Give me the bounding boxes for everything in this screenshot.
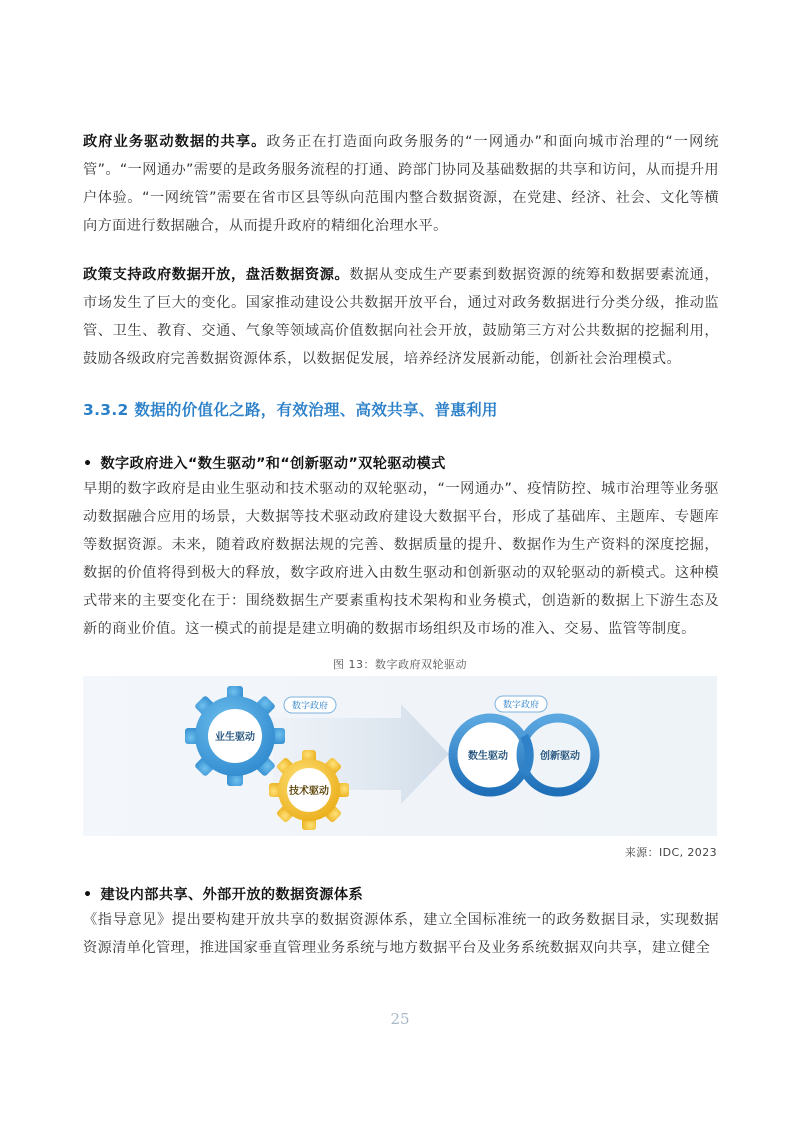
paragraph-body: 数据从变成生产要素到数据资源的统筹和数据要素流通，市场发生了巨大的变化。国家推动建设公共数据开放平台，通过对政务数据进行分类分级，推动监管、卫生、教育、交通、气象等领域高价值数据向社会开放，鼓励第三方对公共数据的挖掘利用，鼓励各级政府完善数据资源体系，以数据促发展，培养经济发展新动能，创新社会治理模式。 <box>83 267 719 367</box>
figure-dual-wheel-drive <box>83 676 717 836</box>
bullet-heading-dual-drive <box>83 453 446 473</box>
paragraph-body: 《指导意见》提出要构建开放共享的数据资源体系，建立全国标准统一的政务数据目录，实现数据资源清单化管理，推进国家垂直管理业务系统与地方数据平台及业务系统数据双向共享，建立健全 <box>83 912 719 956</box>
bullet-heading-text: 数字政府进入“数生驱动”和“创新驱动”双轮驱动模式 <box>100 456 446 472</box>
bullet-dot: • <box>83 456 93 472</box>
page-number: 25 <box>390 1010 410 1028</box>
bullet-heading-data-resource-system <box>83 884 363 904</box>
bullet-dot: • <box>83 887 93 903</box>
paragraph-data-resource-system <box>83 906 719 962</box>
paragraph-dual-drive <box>83 475 719 643</box>
paragraph-lead: 政策支持政府数据开放，盘活数据资源。 <box>83 267 350 283</box>
paragraph-government-data-sharing <box>83 128 719 240</box>
ring-right-label: 创新驱动 <box>540 751 580 762</box>
gear-blue-label: 业生驱动 <box>215 732 255 743</box>
tag-right: 数字政府 <box>502 700 540 711</box>
figure-caption: 图 13：数字政府双轮驱动 <box>333 658 467 671</box>
paragraph-lead: 政府业务驱动数据的共享。 <box>83 134 267 150</box>
section-title: 3.3.2 数据的价值化之路，有效治理、高效共享、普惠利用 <box>83 401 498 419</box>
ring-left-label: 数生驱动 <box>468 751 508 762</box>
bullet-heading-text: 建设内部共享、外部开放的数据资源体系 <box>100 887 364 903</box>
gear-yellow-label: 技术驱动 <box>289 786 329 797</box>
paragraph-body: 政务正在打造面向政务服务的“一网通办”和面向城市治理的“一网统管”。“一网通办”需要的是政务服务流程的打通、跨部门协同及基础数据的共享和访问，从而提升用户体验。“一网统管”需要在省市区县等纵向范围内整合数据资源，在党建、经济、社会、文化等横向方面进行数据融合，从而提升政府的精细化治理水平。 <box>83 134 719 234</box>
paragraph-policy-data-opening <box>83 261 719 373</box>
figure-graphic <box>83 676 717 836</box>
figure-source: 来源：IDC, 2023 <box>624 846 717 859</box>
paragraph-body: 早期的数字政府是由业生驱动和技术驱动的双轮驱动，“一网通办”、疫情防控、城市治理等业务驱动数据融合应用的场景，大数据等技术驱动政府建设大数据平台，形成了基础库、主题库、专题库等数据资源。未来，随着政府数据法规的完善、数据质量的提升、数据作为生产资料的深度挖掘，数据的价值将得到极大的释放，数字政府进入由数生驱动和创新驱动的双轮驱动的新模式。这种模式带来的主要变化在于：围绕数据生产要素重构技术架构和业务模式，创造新的数据上下游生态及新的商业价值。这一模式的前提是建立明确的数据市场组织及市场的准入、交易、监管等制度。 <box>83 481 719 637</box>
ring-overlap <box>524 736 529 774</box>
tag-left: 数字政府 <box>291 701 329 712</box>
